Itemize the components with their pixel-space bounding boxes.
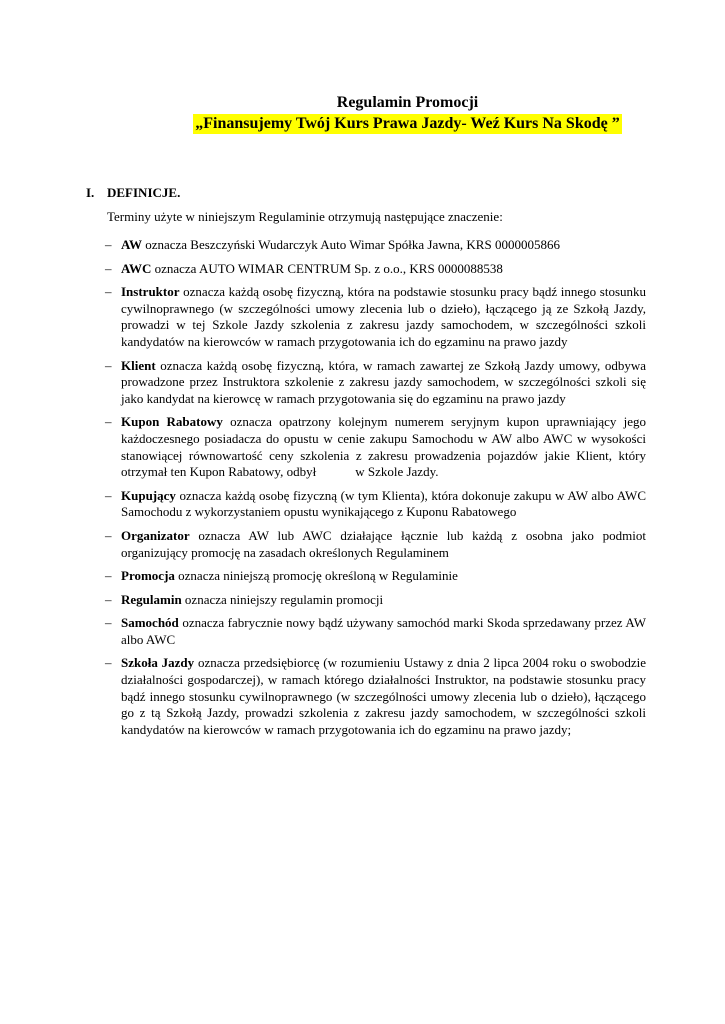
list-item <box>86 615 646 648</box>
dash-bullet: – <box>105 615 112 631</box>
dash-bullet: – <box>105 284 112 300</box>
dash-bullet: – <box>105 260 112 276</box>
dash-bullet: – <box>105 568 112 584</box>
definition-term: Promocja <box>121 568 175 584</box>
definition-term: Kupujący <box>121 487 176 503</box>
definition-term: Organizator <box>121 527 190 543</box>
definition-term: Instruktor <box>121 284 180 300</box>
list-item <box>86 261 646 278</box>
section-title: DEFINICJE. <box>107 185 181 200</box>
list-item <box>86 488 646 521</box>
document-title <box>0 92 725 134</box>
dash-bullet: – <box>105 591 112 607</box>
title-line-1: Regulamin Promocji <box>336 94 479 111</box>
definition-text: oznacza każdą osobę fizyczną (w tym Klienta), która dokonuje zakupu w AW albo AWC Samochodu z wykorzystaniem opustu wynikającego z Kuponu Rabatowego <box>121 487 646 520</box>
section-number: I. <box>86 185 95 200</box>
list-item <box>86 528 646 561</box>
definition-term: AW <box>121 237 142 252</box>
dash-bullet: – <box>105 357 112 373</box>
definition-text: oznacza AW lub AWC działające łącznie lub każdą z osobna jako podmiot organizujący promocję na zasadach określonych Regulaminem <box>121 527 646 560</box>
definition-term: Klient <box>121 357 156 373</box>
definition-term: Regulamin <box>121 591 182 607</box>
list-item <box>86 358 646 408</box>
definition-text: oznacza opatrzony kolejnym numerem seryjnym kupon uprawniający jego każdoczesnego posiadacza do opustu w cenie zakupu Samochodu w AW albo AWC w wysokości stanowiącej równowartość ceny szkolenia z zakresu prowadzenia pojazdów jakie Klient, który otrzymał ten Kupon Rabatowy, odbył w Szkole Jazdy. <box>121 414 650 480</box>
dash-bullet: – <box>105 237 112 252</box>
definition-text: oznacza przedsiębiorcę (w rozumieniu Ustawy z dnia 2 lipca 2004 roku o swobodzie działalności gospodarczej), w ramach którego działalności Instruktor, na podstawie stosunku pracy bądź innego stosunku cywilnoprawnego (w szczególności umowy zlecenia lub o dzieło), łączącego go z tą Szkołą Jazdy, prowadzi szkolenia z zakresu jazdy samochodem, w szczególności szkoli kandydatów na kierowców w ramach przygotowania ich do egzaminu na prawo jazdy; <box>121 655 647 737</box>
section-definitions <box>86 184 650 745</box>
dash-bullet: – <box>105 487 112 503</box>
section-heading <box>86 184 646 202</box>
definition-text: oznacza każdą osobę fizyczną, która na podstawie stosunku pracy bądź innego stosunku cywilnoprawnego (w szczególności umowy zlecenia lub o dzieło), łączącego ją ze Szkołą Jazdy, prowadzi w tej Szkole Jazdy szkolenia z zakresu jazdy samochodem, w szczególności szkoli kandydatów na kierowców w ramach przygotowania ich do egzaminu na prawo jazdy <box>121 284 646 349</box>
definition-text: oznacza niniejszy regulamin promocji <box>181 591 384 607</box>
definitions-list <box>86 237 650 738</box>
definition-text: oznacza AUTO WIMAR CENTRUM Sp. z o.o., KRS 0000088538 <box>151 260 503 276</box>
definition-text: oznacza fabrycznie nowy bądź używany samochód marki Skoda sprzedawany przez AW albo AWC <box>121 615 646 647</box>
definition-term: AWC <box>121 260 152 276</box>
dash-bullet: – <box>105 655 112 671</box>
dash-bullet: – <box>105 527 112 543</box>
list-item <box>86 568 646 585</box>
title-line-2-highlighted: „Finansujemy Twój Kurs Prawa Jazdy- Weź Kurs Na Skodę ” <box>195 115 620 132</box>
list-item <box>86 284 646 350</box>
definition-term: Kupon Rabatowy <box>121 414 223 430</box>
definition-term: Szkoła Jazdy <box>121 655 195 671</box>
definition-text: oznacza każdą osobę fizyczną, która, w ramach zawartej ze Szkołą Jazdy umowy, odbywa prowadzone przez Instruktora szkolenie z zakresu jazdy samochodem, w szczególności szkoli się jako kandydat na kierowcę w ramach przygotowania się do egzaminu na prawo jazdy <box>121 357 646 406</box>
list-item <box>86 414 650 480</box>
list-item <box>86 592 646 609</box>
dash-bullet: – <box>105 414 112 430</box>
list-item <box>86 237 646 254</box>
section-intro: Terminy użyte w niniejszym Regulaminie otrzymują następujące znaczenie: <box>107 209 503 224</box>
definition-term: Samochód <box>121 615 179 631</box>
list-item <box>86 655 646 738</box>
definition-text: oznacza niniejszą promocję określoną w Regulaminie <box>174 568 458 584</box>
definition-text: oznacza Beszczyński Wudarczyk Auto Wimar Spółka Jawna, KRS 0000005866 <box>141 237 560 252</box>
